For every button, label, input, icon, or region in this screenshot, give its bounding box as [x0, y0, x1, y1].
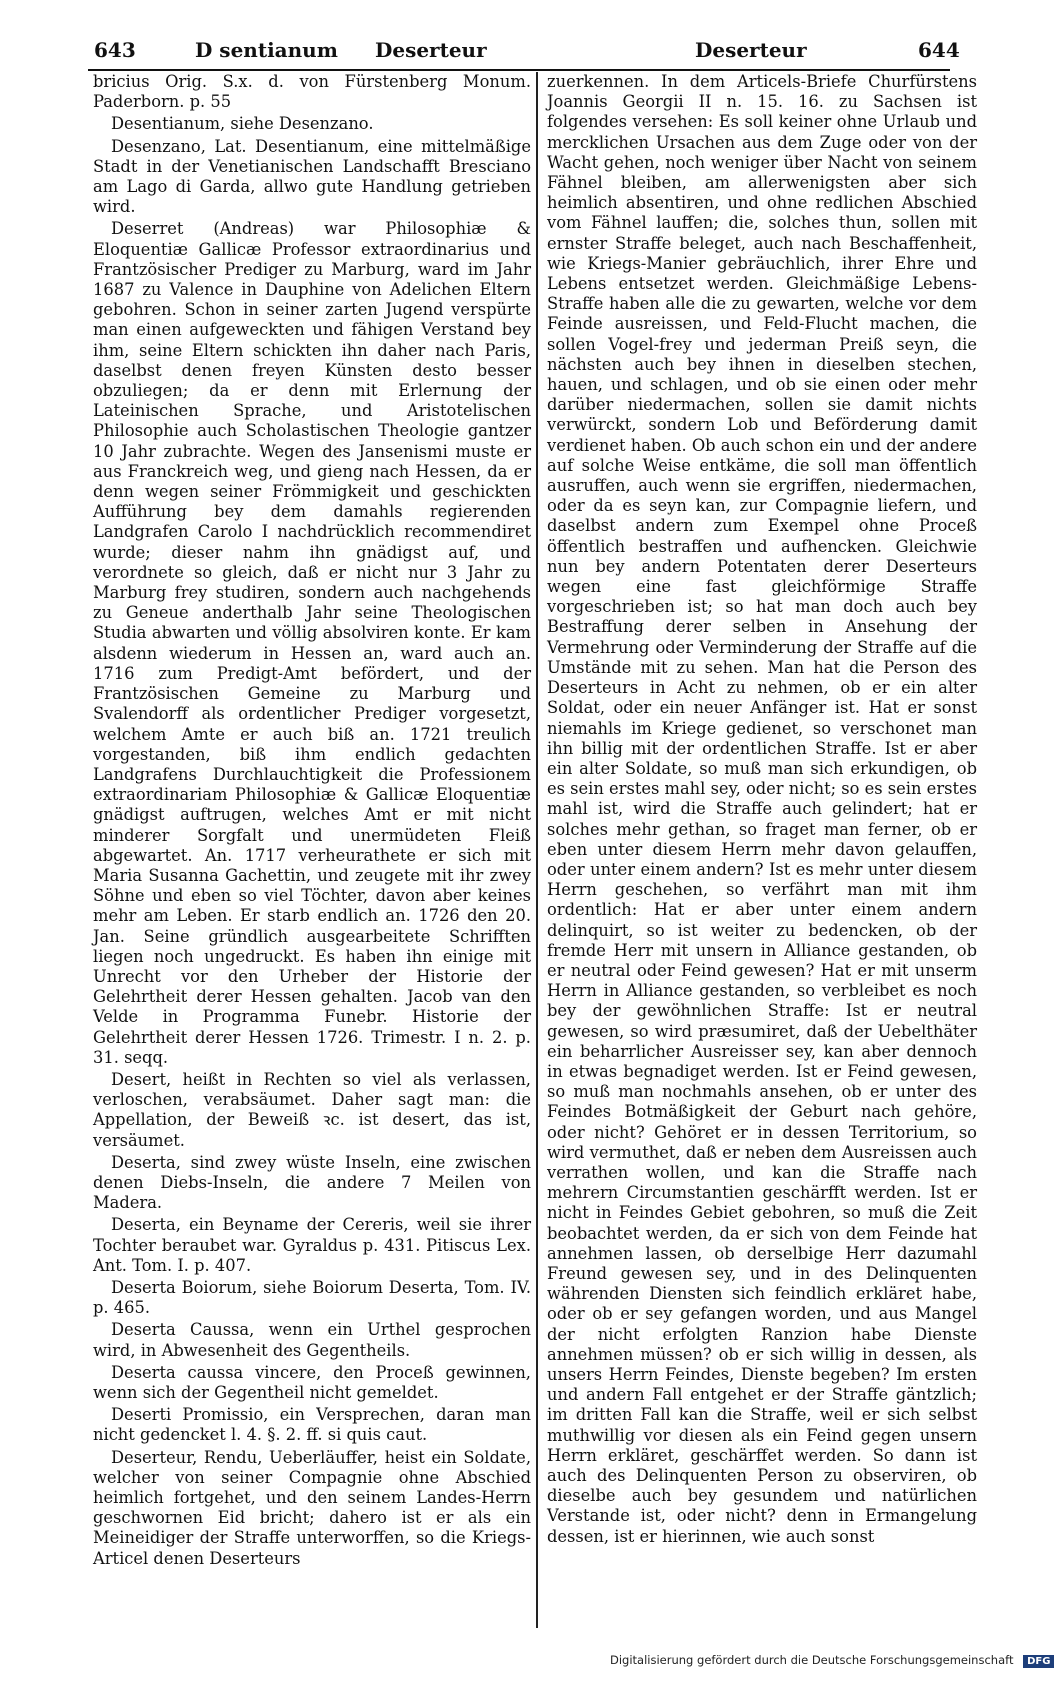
entry-deserteur: Deserteur, Rendu, Ueberläuffer, heist ein Soldate, welcher von seiner Compagnie ohne Abschied heimlich fortgehet, und den seinem Landes-Herrn geschwornen Eid bricht; dahero ist er als ein Meineidiger der Straffe unterworffen, so die Kriegs-Articel denen Deserteurs	[93, 1447, 531, 1568]
entry-deserta-caussa-vincere: Deserta caussa vincere, den Proceß gewinnen, wenn sich der Gegentheil nicht gemeldet.	[93, 1362, 531, 1402]
right-column	[547, 72, 977, 1628]
entry-deserta-islands: Deserta, sind zwey wüste Inseln, eine zwischen denen Diebs-Inseln, die andere 7 Meilen von Madera.	[93, 1152, 531, 1213]
page-header	[0, 33, 1000, 67]
entry-desenzano: Desenzano, Lat. Desentianum, eine mittelmäßige Stadt in der Venetianischen Landschafft Bresciano am Lago di Garda, allwo gute Handlung getrieben wird.	[93, 136, 531, 217]
column-divider	[536, 72, 538, 1628]
entry-deserta-ceres: Deserta, ein Beyname der Cereris, weil sie ihrer Tochter beraubet war. Gyraldus p. 431. Pitiscus Lex. Ant. Tom. I. p. 407.	[93, 1215, 531, 1275]
catchword-left: Deserteur	[375, 38, 487, 62]
digitization-footer	[610, 1653, 1054, 1668]
entry-deserti-promissio: Deserti Promissio, ein Versprechen, daran man nicht gedencket l. 4. §. 2. ff. si quis caut.	[93, 1405, 531, 1445]
entry-deserta-caussa: Deserta Caussa, wenn ein Urthel gesprochen wird, in Abwesenheit des Gegentheils.	[93, 1320, 531, 1360]
page-number-right: 644	[918, 38, 960, 62]
catchword-right: Deserteur	[695, 38, 807, 62]
entry-desentianum: Desentianum, siehe Desenzano.	[111, 114, 374, 134]
header-rule	[88, 69, 950, 71]
entry-desert: Desert, heißt in Rechten so viel als verlassen, verloschen, verabsäumet. Daher sagt man: die Appellation, der Beweiß ꝛc. ist desert, das ist, versäumet.	[93, 1069, 531, 1150]
entry-fragment: bricius Orig. S.x. d. von Fürstenberg Monum. Paderborn. p. 55	[93, 72, 531, 112]
footer-text: Digitalisierung gefördert durch die Deutsche Forschungsgemeinschaft	[610, 1653, 1014, 1667]
page-number-left: 643	[94, 38, 136, 62]
running-head-left: D sentianum	[195, 38, 338, 62]
entry-deserta-boiorum: Deserta Boiorum, siehe Boiorum Deserta, Tom. IV. p. 465.	[93, 1277, 531, 1318]
entry-deserret: Deserret (Andreas) war Philosophiæ & Eloquentiæ Gallicæ Professor extraordinarius und Frantzösischer Prediger zu Marburg, ward im Jahr 1687 zu Valence in Dauphine von Adelichen Eltern gebohren. Schon in seiner zarten Jugend verspürte man einen aufgeweckten und fähigen Verstand bey ihm, seine Eltern schickten ihn daher nach Paris, daselbst denen freyen Künsten desto besser obzuliegen; da er denn mit Erlernung der Lateinischen Sprache, und Aristotelischen Philosophie auch Scholastischen Theologie gantzer 10 Jahr zubrachte. Wegen des Jansenismi muste er aus Franckreich weg, und gieng nach Hessen, da er denn wegen seiner Frömmigkeit und geschickten Aufführung bey dem damahls regierenden Landgrafen Carolo I nachdrücklich recommendiret wurde; dieser nahm ihn gnädigst auf, und verordnete so gleich, daß er nicht nur 3 Jahr zu Marburg frey studiren, sondern auch nachgehends zu Geneue anderthalb Jahr seine Theologischen Studia abwarten und völlig absolviren konte. Er kam alsdenn wiederum in Hessen an, ward auch an. 1716 zum Predigt-Amt befördert, und der Frantzösischen Gemeine zu Marburg und Svalendorff als ordentlicher Prediger vorgesetzt, welchem Amte er auch biß an. 1721 treulich vorgestanden, biß ihm endlich gedachten Landgrafens Durchlauchtigkeit die Professionem extraordinariam Philosophiæ & Gallicæ Eloquentiæ gnädigst auftrugen, welches Amt er mit nicht minderer Sorgfalt und unermüdeten Fleiß abgewartet. An. 1717 verheurathete er sich mit Maria Susanna Gachettin, und zeugete mit ihr zwey Söhne und eben so viel Töchter, davon aber keines mehr am Leben. Er starb endlich an. 1726 den 20. Jan. Seine gründlich ausgearbeitete Schrifften liegen noch ungedruckt. Es haben ihn einige mit Unrecht vor den Urheber der Historie der Gelehrtheit derer Hessen gehalten. Jacob van den Velde in Programma Funebr. Historie der Gelehrtheit derer Hessen 1726. Trimestr. I n. 2. p. 31. seqq.	[93, 219, 531, 1067]
entry-deserteur-continued: zuerkennen. In dem Articels-Briefe Churfürstens Joannis Georgii II n. 15. 16. zu Sachsen ist folgendes versehen: Es soll keiner ohne Urlaub und mercklichen Ursachen aus dem Zuge oder von der Wacht gehen, noch weniger über Nacht von seinem Fähnel bleiben, am allerwenigsten aber sich heimlich absentiren, und ohne redlichen Abschied vom Fähnel lauffen; die, solches thun, sollen mit ernster Straffe beleget, auch nach Beschaffenheit, wie Kriegs-Manier gebräuchlich, ihrer Ehre und Lebens entsetzet werden. Gleichmäßige Lebens-Straffe haben alle die zu gewarten, welche vor dem Feinde ausreissen, und Feld-Flucht machen, die sollen Vogel-frey und jederman Preiß seyn, die nächsten auch bey ihnen in dieselben stechen, hauen, und schlagen, und ob sie einen oder mehr darüber niedermachen, sollen sie damit nichts verwürckt, sondern Lob und Beförderung damit verdienet haben. Ob auch schon ein und der andere auf solche Weise entkäme, die soll man öffentlich ausruffen, auch wenn sie ergriffen, niedermachen, oder da es seyn kan, zur Compagnie liefern, und daselbst andern zum Exempel ohne Proceß öffentlich bestraffen und aufhencken. Gleichwie nun bey andern Potentaten derer Deserteurs wegen eine fast gleichförmige Straffe vorgeschrieben ist; so hat man doch auch bey Bestraffung derer selben in Ansehung der Vermehrung oder Verminderung der Straffe auf die Umstände mit zu sehen. Man hat die Person des Deserteurs in Acht zu nehmen, ob er ein alter Soldat, oder ein neuer Anfänger ist. Hat er sonst niemahls im Kriege gedienet, so verschonet man ihn billig mit der ordentlichen Straffe. Ist er aber ein alter Soldate, so muß man sich erkundigen, ob es sein erstes mahl sey, oder nicht; so es sein erstes mahl ist, wird die Straffe auch gelindert; hat er solches mehr gethan, so fraget man ferner, ob er eben unter diesem Herrn mehr davon gelauffen, oder unter einem andern? Ist es mehr unter diesem Herrn geschehen, so verfährt man mit ihm ordentlich: Hat er aber unter einem andern delinquirt, so ist weiter zu bedencken, ob der fremde Herr mit unsern in Alliance gestanden, ob er neutral oder Feind gewesen? Hat er mit unserm Herrn in Alliance gestanden, so verbleibet es noch bey der gewöhnlichen Straffe: Ist er neutral gewesen, so wird præsumiret, daß der Uebelthäter ein beharrlicher Ausreisser sey, kan aber dennoch in etwas begnadiget werden. Ist er Feind gewesen, so muß man nochmahls ansehen, ob er unter des Feindes Botmäßigkeit der Geburt nach gehöre, oder nicht? Gehöret er in dessen Territorium, so wird vermuthet, daß er neben dem Ausreissen auch verrathen wollen, und kan die Straffe nach mehrern Circumstantien geschärfft werden. Ist er nicht in Feindes Gebiet gebohren, so muß die Zeit beobachtet werden, da er sich von dem Feinde hat annehmen lassen, ob derselbige Herr dazumahl Freund gewesen sey, und in des Delinquenten währenden Diensten sich feindlich erkläret habe, oder ob er sey gefangen worden, und aus Mangel der nicht erfolgten Ranzion habe Dienste annehmen müssen? ob er sich willig in dessen, als unsers Herrn Feindes, Dienste begeben? Im ersten und andern Fall entgehet er der Straffe gäntzlich; im dritten Fall kan die Straffe, weil er sich selbst muthwillig vor diesen als ein Feind gegen unsern Herrn erkläret, geschärffet werden. So dann ist auch des Delinquenten Person zu observiren, ob dieselbe auch bey gesundem und natürlichen Verstande ist, oder nicht? denn in Ermangelung dessen, ist er hierinnen, wie auch sonst	[547, 72, 977, 1546]
dfg-logo: DFG	[1023, 1655, 1054, 1668]
left-column	[93, 72, 531, 1628]
